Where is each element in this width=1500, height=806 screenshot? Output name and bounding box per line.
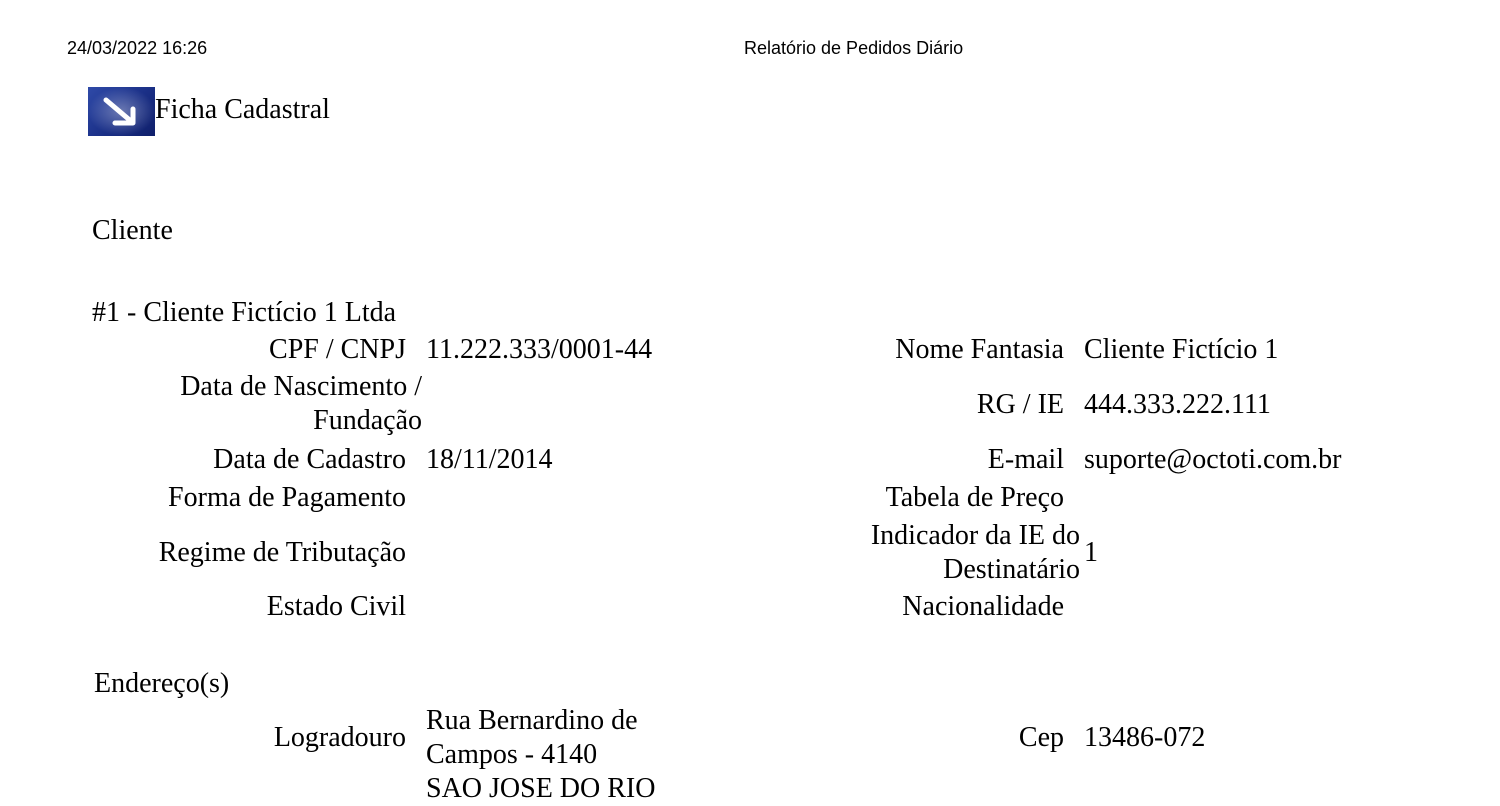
field-label-data-cadastro: Data de Cadastro <box>213 444 406 475</box>
field-label-cpf-cnpj: CPF / CNPJ <box>269 334 406 365</box>
client-section-heading: Cliente <box>92 215 173 246</box>
field-value-rg-ie: 444.333.222.111 <box>1084 389 1271 420</box>
field-label-indicador-ie: Indicador da IE do Destinatário <box>870 520 1080 585</box>
field-label-rg-ie: RG / IE <box>976 389 1064 420</box>
field-value-nome-fantasia: Cliente Fictício 1 <box>1084 334 1279 365</box>
field-value-indicador-ie: 1 <box>1084 537 1098 568</box>
report-datetime: 24/03/2022 16:26 <box>67 38 208 58</box>
field-value-logradouro: Rua Bernardino de Campos - 4140 <box>426 705 638 770</box>
field-label-logradouro: Logradouro <box>273 722 406 753</box>
field-value-cidade: SAO JOSE DO RIO <box>426 773 656 804</box>
field-label-data-nascimento: Data de Nascimento / Fundação <box>180 371 422 436</box>
field-label-tabela-preco: Tabela de Preço <box>885 482 1064 513</box>
report-title: Relatório de Pedidos Diário <box>744 38 964 58</box>
field-label-forma-pagamento: Forma de Pagamento <box>168 482 406 513</box>
field-label-regime-tributacao: Regime de Tributação <box>158 537 406 568</box>
field-value-email: suporte@octoti.com.br <box>1084 444 1342 475</box>
field-label-email: E-mail <box>987 444 1064 475</box>
client-name: #1 - Cliente Fictício 1 Ltda <box>92 297 397 328</box>
field-label-cep: Cep <box>1018 722 1064 753</box>
arrow-down-right-icon <box>88 87 155 136</box>
field-label-estado-civil: Estado Civil <box>266 591 406 622</box>
address-section-heading: Endereço(s) <box>94 668 230 699</box>
field-value-data-cadastro: 18/11/2014 <box>426 444 553 475</box>
field-value-cep: 13486-072 <box>1084 722 1206 753</box>
field-label-nome-fantasia: Nome Fantasia <box>895 334 1064 365</box>
page-title: Ficha Cadastral <box>155 94 330 125</box>
field-label-nacionalidade: Nacionalidade <box>902 591 1064 622</box>
field-value-cpf-cnpj: 11.222.333/0001-44 <box>426 334 653 365</box>
